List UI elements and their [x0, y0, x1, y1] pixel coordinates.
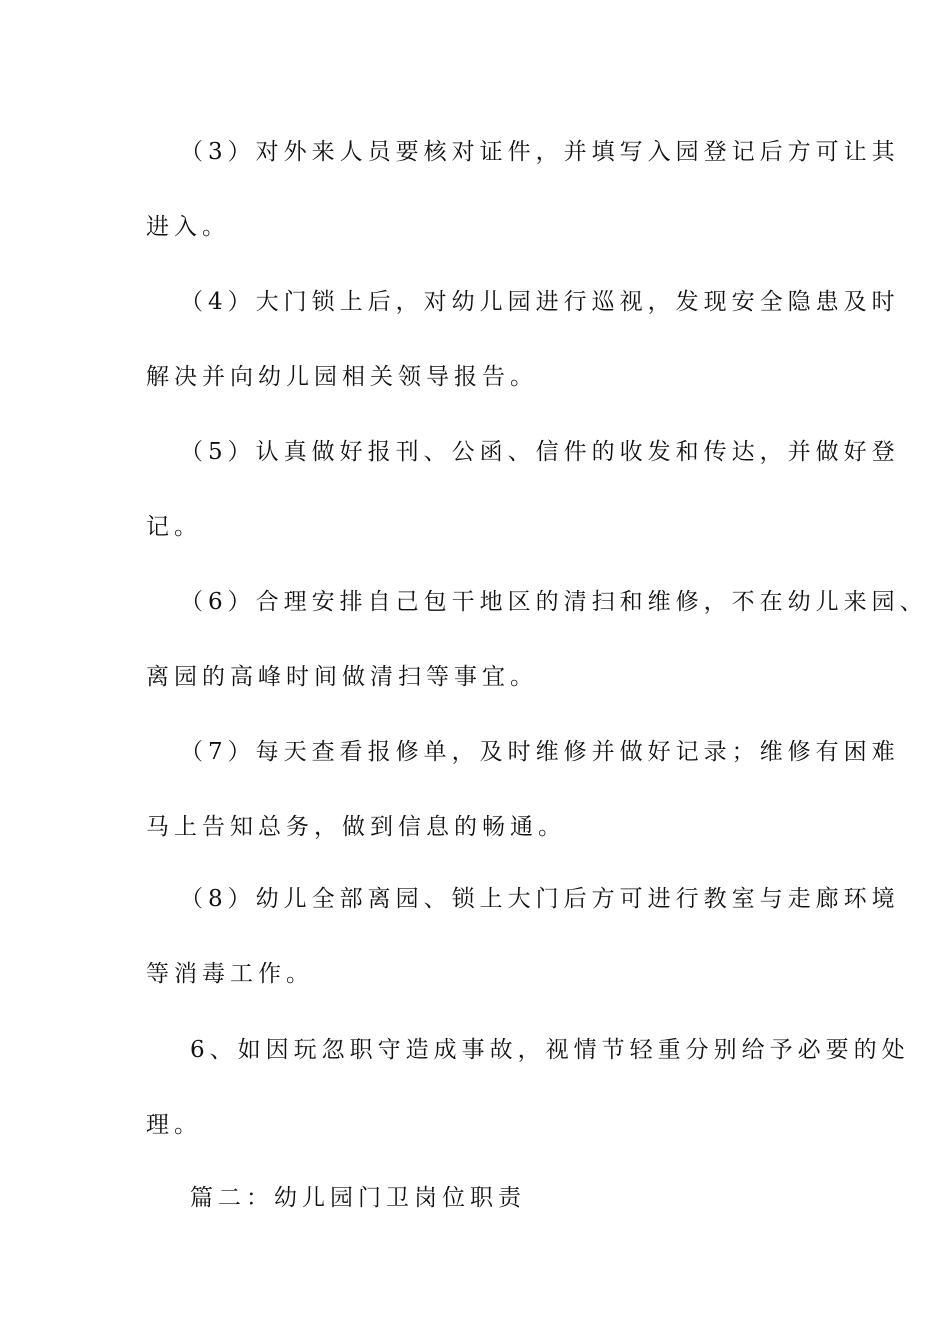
section-heading: 篇二：幼儿园门卫岗位职责 — [190, 1185, 526, 1211]
paragraph-4-line-1: （4）大门锁上后，对幼儿园进行巡视，发现安全隐患及时 — [180, 289, 900, 315]
item-6-line-1: 6、如因玩忽职守造成事故，视情节轻重分别给予必要的处 — [190, 1037, 910, 1063]
paragraph-5-line-1: （5）认真做好报刊、公函、信件的收发和传达，并做好登 — [180, 439, 900, 465]
paragraph-8-line-1: （8）幼儿全部离园、锁上大门后方可进行教室与走廊环境 — [180, 886, 900, 912]
paragraph-7-line-1: （7）每天查看报修单，及时维修并做好记录；维修有困难 — [180, 739, 900, 765]
paragraph-5-line-2: 记。 — [146, 514, 202, 540]
paragraph-4-line-2: 解决并向幼儿园相关领导报告。 — [146, 364, 538, 390]
paragraph-8-line-2: 等消毒工作。 — [146, 961, 314, 987]
paragraph-3-line-2: 进入。 — [146, 214, 230, 240]
paragraph-3-line-1: （3）对外来人员要核对证件，并填写入园登记后方可让其 — [180, 139, 900, 165]
paragraph-6-line-2: 离园的高峰时间做清扫等事宜。 — [146, 664, 538, 690]
paragraph-6-line-1: （6）合理安排自己包干地区的清扫和维修，不在幼儿来园、 — [180, 589, 928, 615]
paragraph-7-line-2: 马上告知总务，做到信息的畅通。 — [146, 814, 566, 840]
item-6-line-2: 理。 — [146, 1112, 202, 1138]
